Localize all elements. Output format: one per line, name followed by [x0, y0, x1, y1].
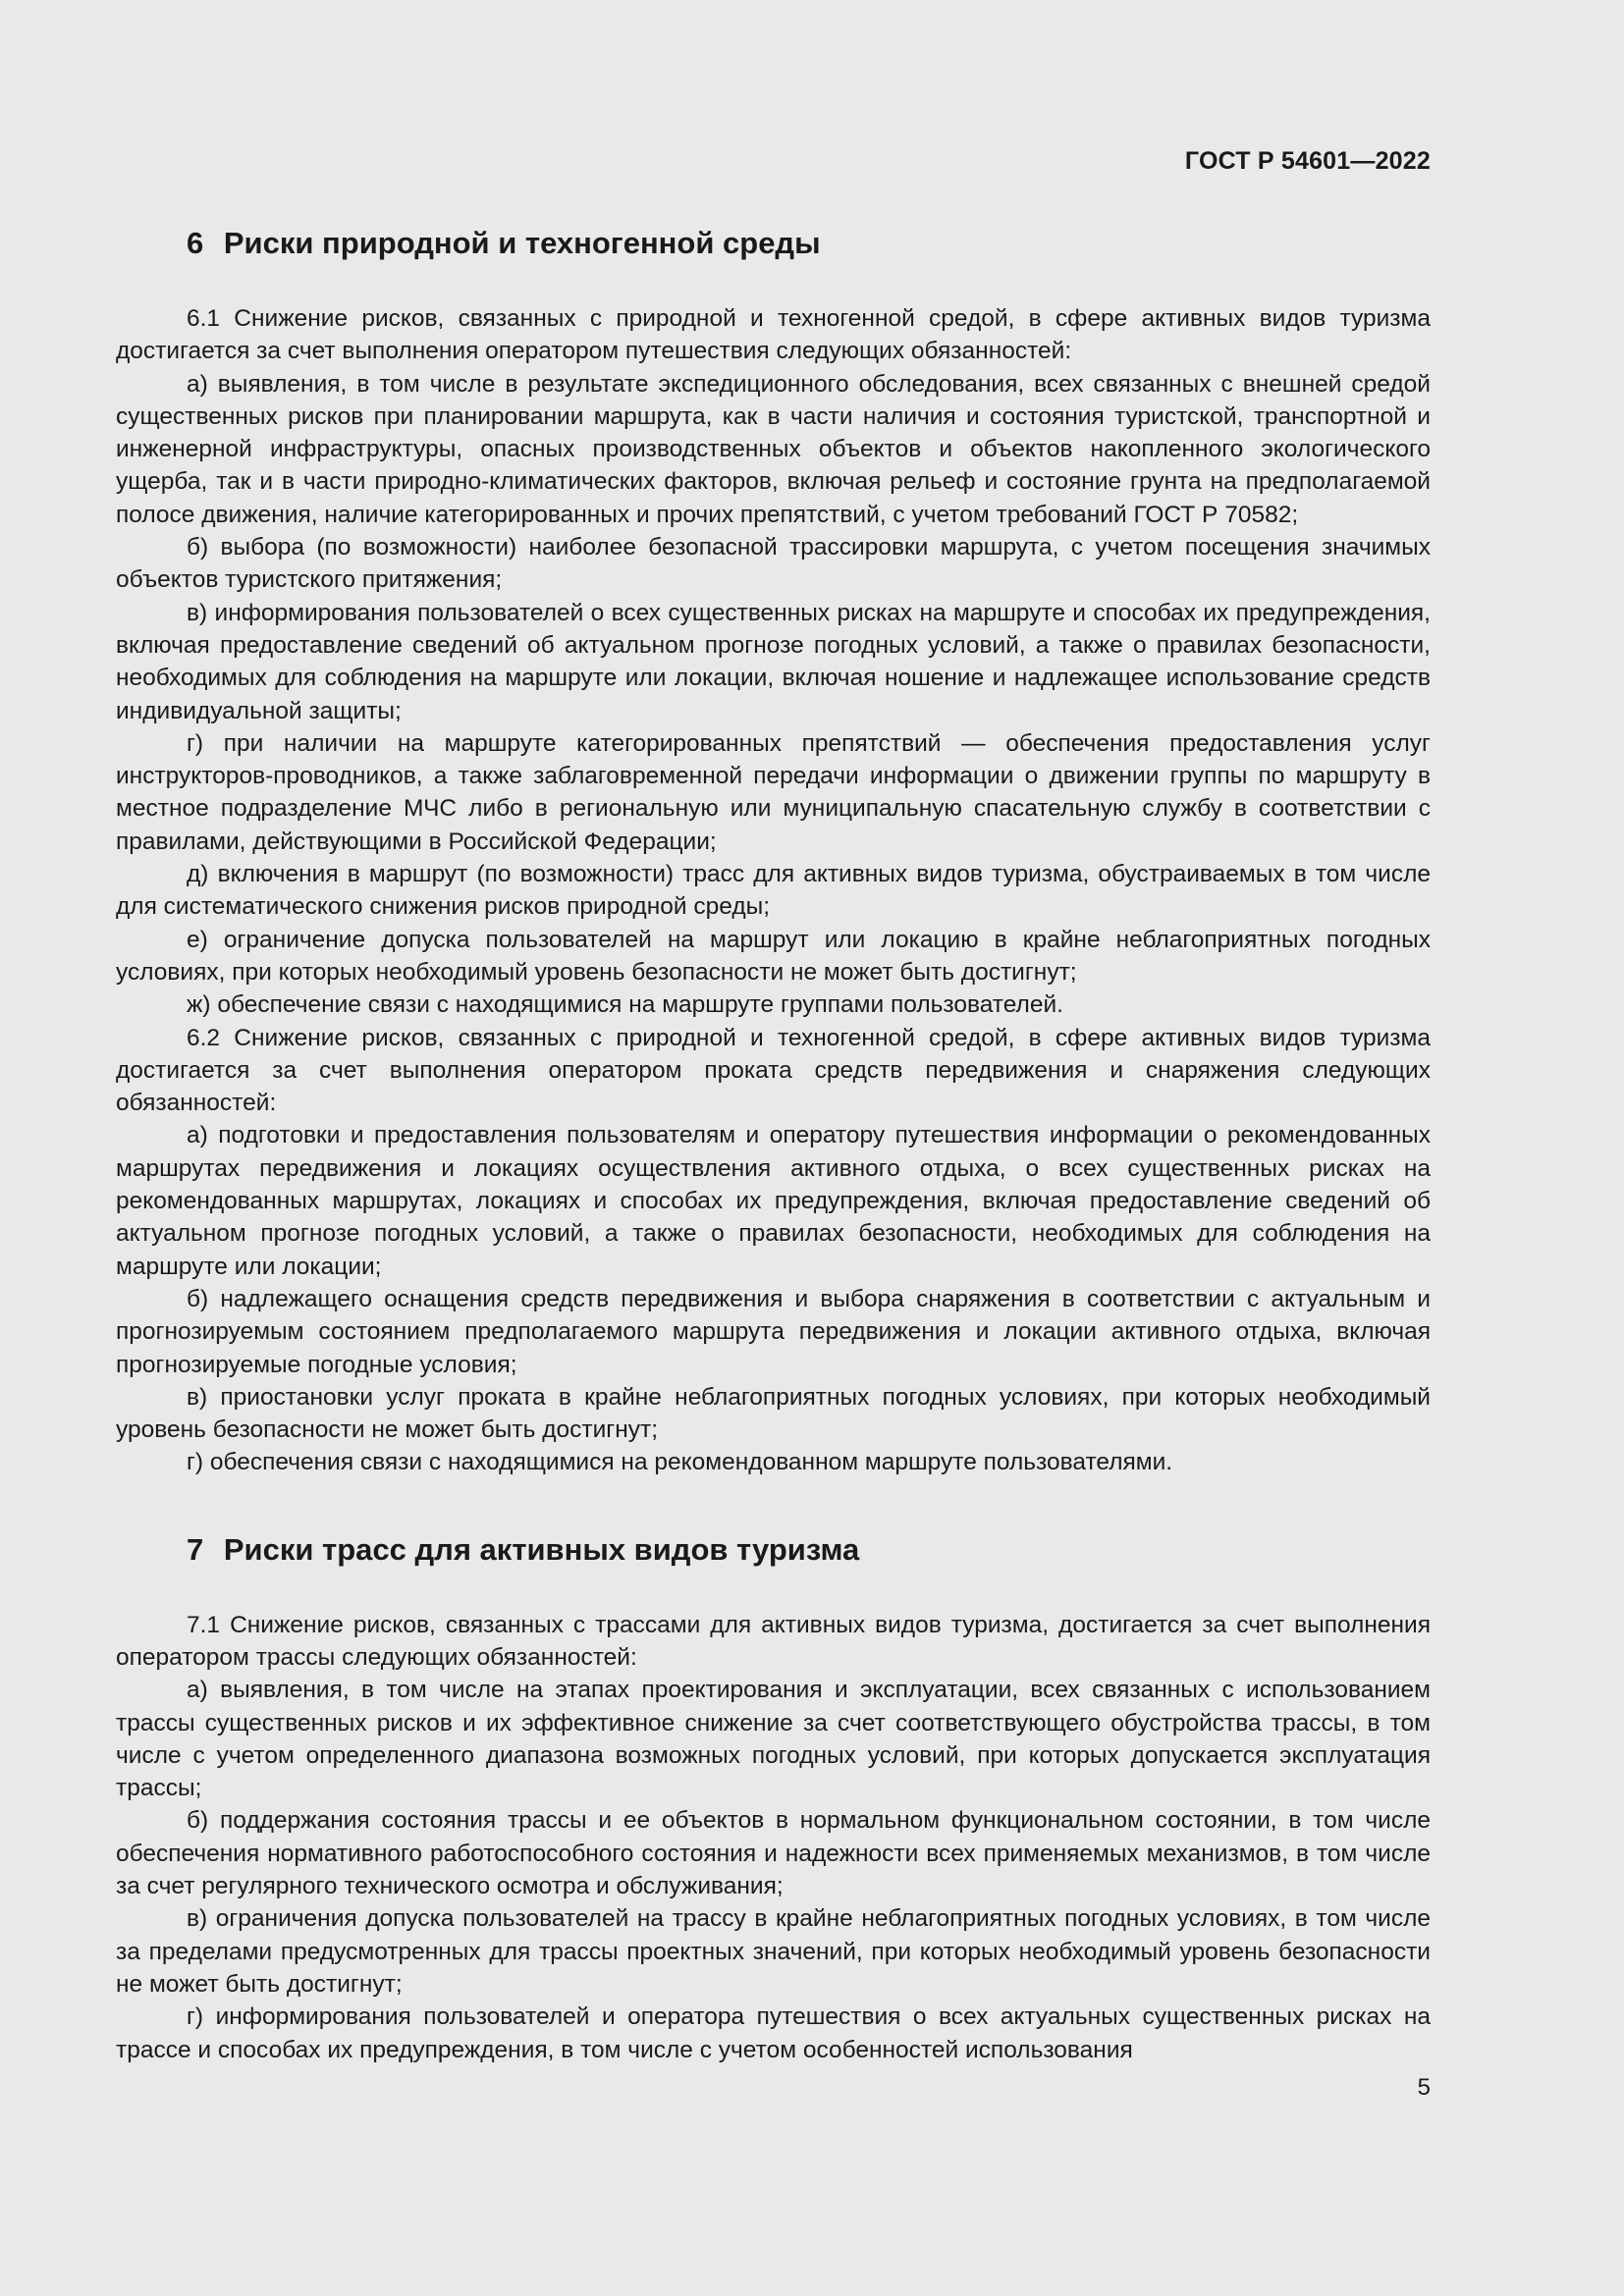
paragraph: а) выявления, в том числе в результате экспедиционного обследования, всех связанных с внешней средой существенных рисков при планировании маршрута, как в части наличия и состояния туристской, транспортной и инженерной инфраструктуры, опасных производственных объектов и объектов накопленного экологического ущерба, так и в части природно-климатических факторов, включая рельеф и состояние грунта на предполагаемой полосе движения, наличие категорированных и прочих препятствий, с учетом требований ГОСТ Р 70582;: [116, 370, 1431, 528]
paragraph: 7.1 Снижение рисков, связанных с трассами для активных видов туризма, достигается за счет выполнения оператором трассы следующих обязанностей:: [116, 1611, 1431, 1671]
paragraph: б) поддержания состояния трассы и ее объектов в нормальном функциональном состоянии, в том числе обеспечения нормативного работоспособного состояния и надежности всех применяемых механизмов, в том числе за счет регулярного технического осмотра и обслуживания;: [116, 1807, 1431, 1900]
paragraph: б) выбора (по возможности) наиболее безопасной трассировки маршрута, с учетом посещения значимых объектов туристского притяжения;: [116, 534, 1431, 594]
paragraph: в) информирования пользователей о всех существенных рисках на маршруте и способах их предупреждения, включая предоставление сведений об актуальном прогнозе погодных условий, а также о правилах безопасности, необходимых для соблюдения на маршруте или локации, включая ношение и надлежащее использование средств индивидуальной защиты;: [116, 599, 1431, 724]
page-number: 5: [1417, 2074, 1431, 2101]
paragraph: б) надлежащего оснащения средств передвижения и выбора снаряжения в соответствии с актуальным и прогнозируемым состоянием предполагаемого маршрута передвижения и локации активного отдыха, включая прогнозируемые погодные условия;: [116, 1285, 1431, 1378]
section-7-heading: [116, 1521, 1431, 1579]
document-body: [116, 214, 1431, 2066]
paragraph: в) ограничения допуска пользователей на трассу в крайне неблагоприятных погодных условиях, в том числе за пределами предусмотренных для трассы проектных значений, при которых необходимый уровень безопасности не может быть достигнут;: [116, 1905, 1431, 1998]
section-number: 6: [187, 226, 204, 260]
paragraph: 6.2 Снижение рисков, связанных с природной и техногенной средой, в сфере активных видов туризма достигается за счет выполнения оператором проката средств передвижения и снаряжения следующих обязанностей:: [116, 1024, 1431, 1117]
paragraph: е) ограничение допуска пользователей на маршрут или локацию в крайне неблагоприятных погодных условиях, при которых необходимый уровень безопасности не может быть достигнут;: [116, 926, 1431, 986]
paragraph: а) подготовки и предоставления пользователям и оператору путешествия информации о рекомендованных маршрутах передвижения и локациях осуществления активного отдыха, о всех существенных рисках на рекомендованных маршрутах, локациях и способах их предупреждения, включая предоставление сведений об актуальном прогнозе погодных условий, а также о правилах безопасности, необходимых для соблюдения на маршруте или локации;: [116, 1122, 1431, 1280]
paragraph: ж) обеспечение связи с находящимися на маршруте группами пользователей.: [187, 991, 1063, 1019]
section-6-heading: [116, 214, 1431, 273]
paragraph: г) информирования пользователей и оператора путешествия о всех актуальных существенных рисках на трассе и способах их предупреждения, в том числе с учетом особенностей использования: [116, 2003, 1431, 2063]
paragraph: д) включения в маршрут (по возможности) трасс для активных видов туризма, обустраиваемых в том числе для систематического снижения рисков природной среды;: [116, 861, 1431, 921]
document-id-header: ГОСТ Р 54601—2022: [1184, 147, 1431, 175]
section-title-text: Риски природной и техногенной среды: [223, 226, 821, 260]
paragraph: а) выявления, в том числе на этапах проектирования и эксплуатации, всех связанных с использованием трассы существенных рисков и их эффективное снижение за счет соответствующего обустройства трассы, в том числе с учетом определенного диапазона возможных погодных условий, при которых допускается эксплуатация трассы;: [116, 1677, 1431, 1802]
paragraph: 6.1 Снижение рисков, связанных с природной и техногенной средой, в сфере активных видов туризма достигается за счет выполнения оператором путешествия следующих обязанностей:: [116, 305, 1431, 365]
section-number: 7: [187, 1531, 204, 1567]
paragraph: в) приостановки услуг проката в крайне неблагоприятных погодных условиях, при которых необходимый уровень безопасности не может быть достигнут;: [116, 1383, 1431, 1444]
section-title-text: Риски трасс для активных видов туризма: [223, 1531, 860, 1567]
paragraph: г) при наличии на маршруте категорированных препятствий — обеспечения предоставления услуг инструкторов-проводников, а также заблаговременной передачи информации о движении группы по маршруту в местное подразделение МЧС либо в региональную или муниципальную спасательную службу в соответствии с правилами, действующими в Российской Федерации;: [116, 729, 1431, 855]
paragraph: г) обеспечения связи с находящимися на рекомендованном маршруте пользователями.: [187, 1449, 1173, 1476]
